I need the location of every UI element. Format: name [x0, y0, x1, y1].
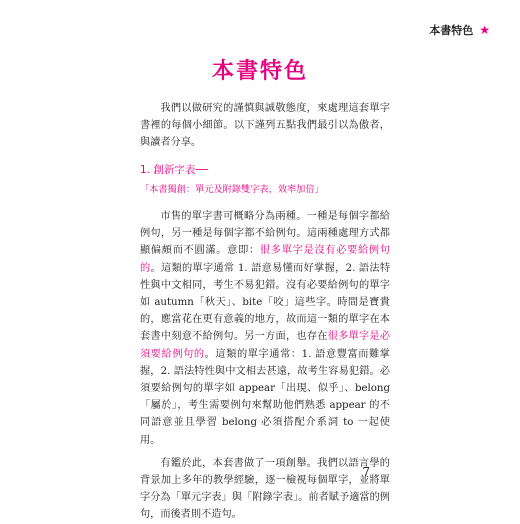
- running-header: [429, 22, 490, 38]
- body-text: 市售的單字書可概略分為兩種。一種是每個字都給例句，另一種是每個字都不給例句。這兩種處理方式都顯偏頗而不圓滿。意即：: [140, 211, 390, 257]
- highlight-text: 很多單字是沒有必要給例句的: [140, 245, 390, 274]
- section-subheading: 「本書獨創：單元及附錄雙字表，效率加倍」: [140, 183, 324, 195]
- section-heading: 1. 創新字表──: [140, 163, 208, 176]
- body-text: 。這類的單字通常 1. 語意易懂而好掌握，2. 語法特性與中文相同，考生不易犯錯。沒有必要給例句的單字如 autumn「秋天」、bite「咬」這些字。時間是寶貴的，應當花在更有意義的地方，故而這一類的單字在本套書中刻意不給例句。另一方面，也存在: [140, 262, 391, 343]
- body-paragraph-2: 有鑑於此，本套書做了一項創舉。我們以語言學的背景加上多年的教學經驗，逐一檢視每個單字，並將單字分為「單元字表」與「附錄字表」。前者賦予適當的例句，而後者則不造句。: [140, 457, 390, 521]
- body-paragraph-1: [140, 208, 390, 449]
- body-text: 。這類的單字通常：1. 語意豐富而難掌握，2. 語法特性與中文相去甚遠，故考生容易犯錯。必須要給例句的單字如 appear「出現、似乎」、belong「屬於」，考生需要例句來幫助他們熟悉 appear 的不同語意並且學習 belong 必須搭配介系詞 to 一起使用。: [140, 348, 390, 446]
- page-number: 7: [362, 465, 370, 479]
- running-title: 本書特色: [429, 24, 474, 37]
- main-content: [140, 100, 390, 524]
- intro-paragraph: 我們以做研究的謹慎與誠敬態度，來處理這套單字書裡的每個小細節。以下謹列五點我們最引以為傲者，與讀者分享。: [140, 103, 390, 149]
- highlight-text: 很多單字是必須要給例句的: [140, 331, 391, 360]
- page-title: 本書特色: [211, 59, 308, 84]
- star-icon: ★: [479, 23, 490, 37]
